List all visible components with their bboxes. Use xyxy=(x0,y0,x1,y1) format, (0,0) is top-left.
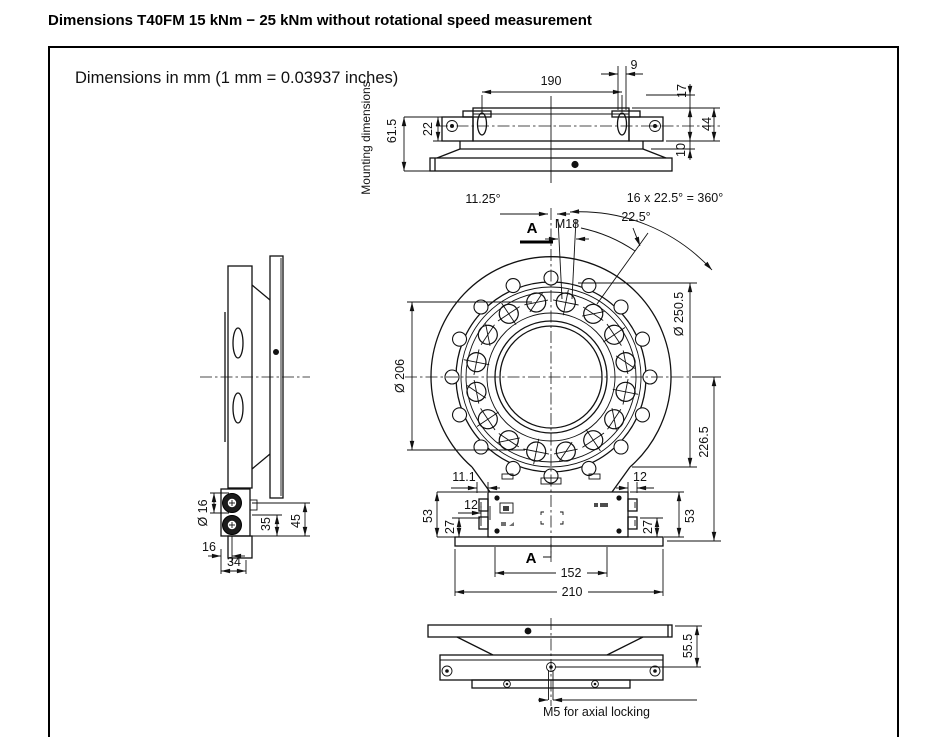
dim-53-left: 53 xyxy=(421,509,435,523)
dim-35: 35 xyxy=(259,517,273,531)
bottom-view xyxy=(428,618,702,719)
m5-note: M5 for axial locking xyxy=(543,705,650,719)
front-view xyxy=(393,191,723,599)
dim-angle-22-5: 22.5° xyxy=(621,210,651,224)
dim-61-5: 61.5 xyxy=(385,118,399,144)
dim-dia-206: Ø 206 xyxy=(393,358,407,394)
dim-27-left: 27 xyxy=(443,520,457,534)
dim-55-5: 55.5 xyxy=(681,633,695,659)
dim-210: 210 xyxy=(561,585,583,599)
dim-152: 152 xyxy=(560,566,582,580)
dim-45: 45 xyxy=(289,514,303,528)
dim-190: 190 xyxy=(540,74,562,88)
dim-10: 10 xyxy=(674,143,688,157)
dim-angle-11-25: 11.25° xyxy=(465,192,501,206)
dim-44: 44 xyxy=(700,117,714,131)
page-title: Dimensions T40FM 15 kNm − 25 kNm without rotational speed measurement xyxy=(48,12,592,29)
units-note: Dimensions in mm (1 mm = 0.03937 inches) xyxy=(75,69,399,87)
dim-17: 17 xyxy=(675,84,689,98)
dim-12-right: 12 xyxy=(633,470,647,484)
mounting-dimensions-label: Mounting dimensions xyxy=(359,81,373,195)
dim-12-left: 12 xyxy=(464,498,478,512)
stator-housing xyxy=(455,492,663,546)
dim-dia-250-5: Ø 250.5 xyxy=(672,291,686,337)
dim-226-5: 226.5 xyxy=(697,426,711,458)
side-view xyxy=(196,256,310,574)
top-view xyxy=(385,58,720,183)
dim-11-1: 11.1 xyxy=(452,470,476,484)
connector-icon xyxy=(223,494,242,535)
dim-dia-16: Ø 16 xyxy=(196,499,210,527)
dim-27-right: 27 xyxy=(641,520,655,534)
dim-16: 16 xyxy=(202,540,216,554)
section-label-a-bottom: A xyxy=(525,550,537,567)
section-label-a-top: A xyxy=(526,220,538,237)
dim-9: 9 xyxy=(630,58,638,72)
dim-53-right: 53 xyxy=(683,509,697,523)
dim-22: 22 xyxy=(421,122,435,136)
dim-angle-pattern: 16 x 22.5° = 360° xyxy=(626,191,724,205)
dim-34: 34 xyxy=(227,555,241,569)
dim-thread-m18: M18 xyxy=(554,217,580,231)
